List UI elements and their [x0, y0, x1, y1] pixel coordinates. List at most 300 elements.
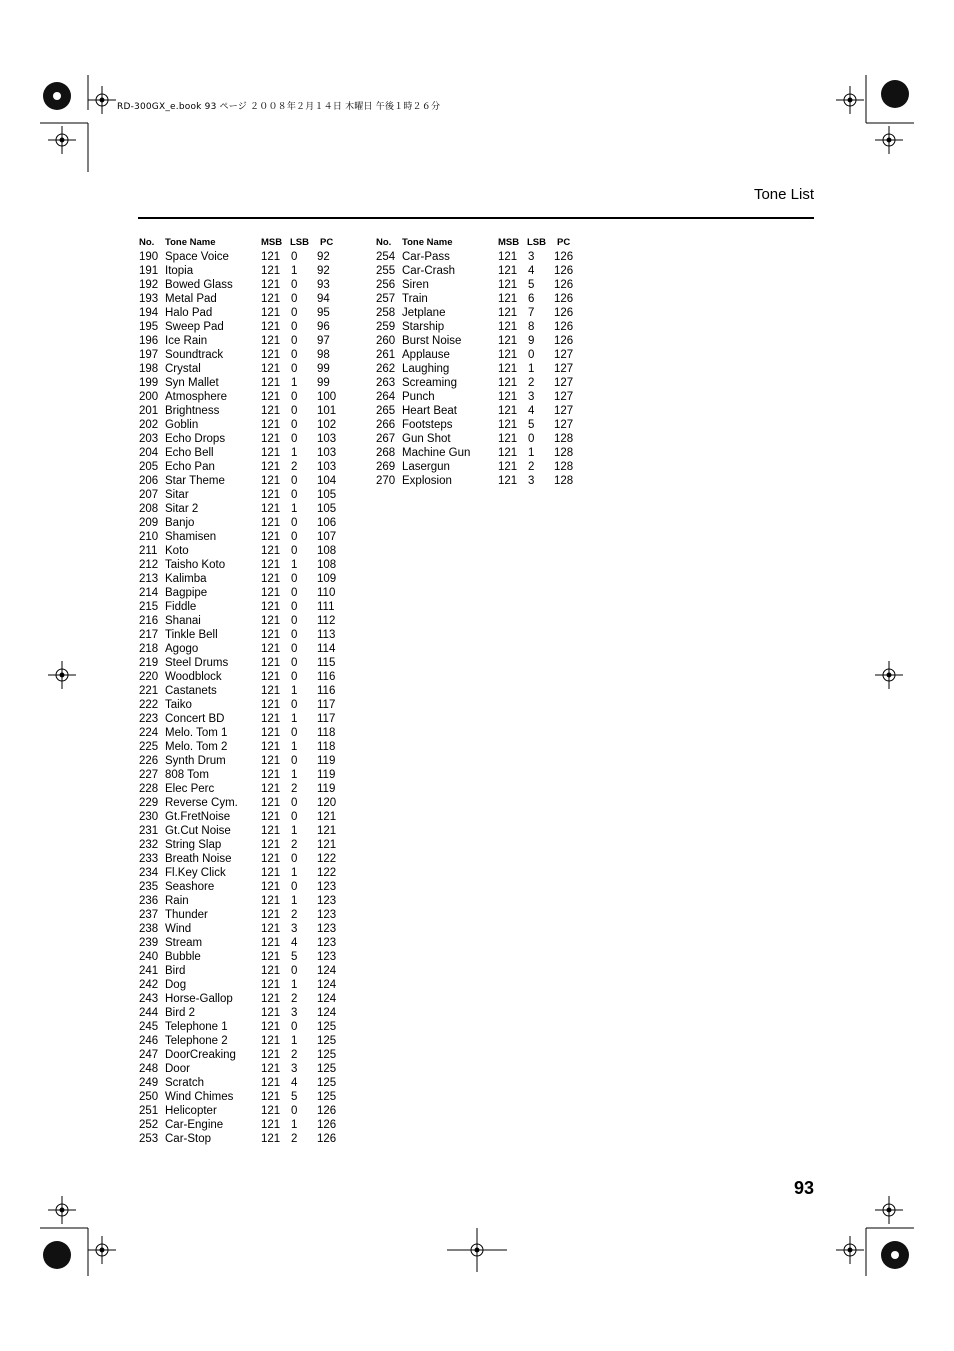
cell-pc: 121	[317, 811, 337, 823]
cell-msb: 121	[498, 475, 518, 487]
cell-name: Reverse Cym.	[165, 797, 238, 809]
cell-pc: 125	[317, 1077, 337, 1089]
cell-pc: 102	[317, 419, 337, 431]
cell-name: Wind Chimes	[165, 1091, 234, 1103]
cell-lsb: 4	[528, 405, 535, 417]
cell-msb: 121	[498, 391, 518, 403]
header-pc: PC	[320, 237, 334, 248]
cell-msb: 121	[498, 321, 518, 333]
cell-msb: 121	[261, 1077, 281, 1089]
cell-pc: 122	[317, 853, 337, 865]
cell-msb: 121	[261, 881, 281, 893]
cell-no: 249	[139, 1077, 159, 1089]
cell-msb: 121	[261, 1007, 281, 1019]
cell-lsb: 1	[528, 447, 535, 459]
cell-name: DoorCreaking	[165, 1049, 236, 1061]
cell-lsb: 1	[291, 825, 298, 837]
cell-msb: 121	[261, 251, 281, 263]
cell-name: Ice Rain	[165, 335, 208, 347]
cell-name: Breath Noise	[165, 853, 232, 865]
cell-no: 197	[139, 349, 159, 361]
cell-no: 222	[139, 699, 159, 711]
cell-name: Car-Pass	[402, 251, 450, 263]
cell-lsb: 1	[291, 895, 298, 907]
cell-no: 253	[139, 1133, 159, 1145]
cell-lsb: 0	[291, 349, 298, 361]
cell-msb: 121	[498, 363, 518, 375]
cell-lsb: 2	[291, 1133, 298, 1145]
cell-lsb: 2	[291, 993, 298, 1005]
cell-pc: 108	[317, 545, 337, 557]
cell-no: 234	[139, 867, 159, 879]
cell-no: 248	[139, 1063, 159, 1075]
cell-msb: 121	[261, 685, 281, 697]
cell-lsb: 5	[528, 419, 535, 431]
cell-lsb: 0	[291, 307, 298, 319]
cell-lsb: 0	[291, 853, 298, 865]
cell-pc: 119	[317, 769, 336, 781]
cell-name: Siren	[402, 279, 429, 291]
cell-no: 246	[139, 1035, 159, 1047]
cell-pc: 128	[554, 461, 574, 473]
cell-pc: 108	[317, 559, 337, 571]
cell-msb: 121	[261, 447, 281, 459]
cell-pc: 118	[317, 727, 336, 739]
cell-msb: 121	[261, 867, 281, 879]
cell-pc: 109	[317, 573, 337, 585]
cell-name: Car-Crash	[402, 265, 456, 277]
cell-pc: 115	[317, 657, 336, 669]
cell-name: Synth Drum	[165, 755, 226, 767]
cell-no: 198	[139, 363, 159, 375]
cell-name: Gt.Cut Noise	[165, 825, 231, 837]
cell-name: Metal Pad	[165, 293, 217, 305]
cell-no: 225	[139, 741, 159, 753]
cell-name: Echo Bell	[165, 447, 214, 459]
cell-no: 210	[139, 531, 159, 543]
cell-pc: 125	[317, 1049, 337, 1061]
cell-lsb: 1	[291, 447, 298, 459]
cell-pc: 120	[317, 797, 337, 809]
cell-no: 211	[139, 545, 158, 557]
cell-no: 242	[139, 979, 159, 991]
cell-no: 208	[139, 503, 159, 515]
cell-pc: 125	[317, 1035, 337, 1047]
cell-no: 239	[139, 937, 159, 949]
cell-msb: 121	[261, 1119, 281, 1131]
cell-name: Rain	[165, 895, 189, 907]
cell-lsb: 5	[528, 279, 535, 291]
cell-no: 224	[139, 727, 159, 739]
cell-no: 213	[139, 573, 159, 585]
cell-pc: 100	[317, 391, 337, 403]
cell-lsb: 0	[291, 489, 298, 501]
cell-pc: 123	[317, 923, 337, 935]
cell-lsb: 0	[291, 419, 298, 431]
cell-no: 244	[139, 1007, 159, 1019]
cell-pc: 123	[317, 909, 337, 921]
cell-msb: 121	[261, 559, 281, 571]
header-msb: MSB	[261, 237, 283, 248]
cell-msb: 121	[498, 335, 518, 347]
cell-name: Heart Beat	[402, 405, 457, 417]
cell-name: Lasergun	[402, 461, 450, 473]
cell-lsb: 1	[528, 363, 535, 375]
cell-pc: 126	[554, 265, 574, 277]
cell-no: 201	[139, 405, 159, 417]
cell-lsb: 0	[291, 293, 298, 305]
cell-pc: 127	[554, 405, 574, 417]
cell-lsb: 0	[291, 251, 298, 263]
cell-lsb: 0	[528, 433, 535, 445]
cell-name: Bowed Glass	[165, 279, 233, 291]
cell-msb: 121	[261, 1035, 281, 1047]
cell-name: Starship	[402, 321, 445, 333]
cell-msb: 121	[261, 321, 281, 333]
cell-lsb: 0	[291, 629, 298, 641]
cell-msb: 121	[261, 741, 281, 753]
cell-name: Car-Stop	[165, 1133, 212, 1145]
cell-name: Sitar 2	[165, 503, 199, 515]
cell-lsb: 0	[291, 405, 298, 417]
cell-pc: 123	[317, 951, 337, 963]
cell-name: Soundtrack	[165, 349, 224, 361]
cell-no: 235	[139, 881, 159, 893]
cell-pc: 110	[317, 587, 336, 599]
cell-msb: 121	[261, 909, 281, 921]
cell-name: Star Theme	[165, 475, 225, 487]
cell-name: Explosion	[402, 475, 452, 487]
cell-pc: 127	[554, 391, 574, 403]
cell-msb: 121	[261, 923, 281, 935]
cell-lsb: 0	[291, 587, 298, 599]
cell-pc: 119	[317, 783, 336, 795]
cell-name: Door	[165, 1063, 190, 1075]
cell-pc: 128	[554, 475, 574, 487]
cell-msb: 121	[261, 853, 281, 865]
cell-name: Agogo	[165, 643, 199, 655]
cell-pc: 97	[317, 335, 330, 347]
cell-name: Space Voice	[165, 251, 229, 263]
cell-msb: 121	[261, 615, 281, 627]
cell-msb: 121	[261, 1063, 281, 1075]
cell-msb: 121	[261, 839, 281, 851]
cell-lsb: 3	[291, 1063, 298, 1075]
cell-pc: 105	[317, 503, 337, 515]
cell-msb: 121	[498, 251, 518, 263]
cell-lsb: 1	[291, 685, 298, 697]
cell-lsb: 0	[291, 643, 298, 655]
cell-name: Melo. Tom 2	[165, 741, 228, 753]
cell-name: Fl.Key Click	[165, 867, 226, 879]
cell-lsb: 0	[291, 755, 298, 767]
cell-msb: 121	[261, 489, 281, 501]
cell-pc: 123	[317, 937, 337, 949]
cell-pc: 99	[317, 363, 330, 375]
cell-msb: 121	[498, 279, 518, 291]
cell-no: 191	[139, 265, 159, 277]
cell-lsb: 0	[291, 615, 298, 627]
cell-lsb: 0	[291, 601, 298, 613]
cell-no: 206	[139, 475, 159, 487]
cell-lsb: 0	[291, 279, 298, 291]
cell-pc: 107	[317, 531, 337, 543]
cell-no: 199	[139, 377, 159, 389]
cell-no: 258	[376, 307, 396, 319]
cell-no: 247	[139, 1049, 159, 1061]
cell-name: Halo Pad	[165, 307, 213, 319]
cell-msb: 121	[261, 755, 281, 767]
cell-pc: 96	[317, 321, 330, 333]
cell-msb: 121	[498, 433, 518, 445]
cell-name: Shanai	[165, 615, 201, 627]
cell-pc: 124	[317, 993, 337, 1005]
cell-no: 192	[139, 279, 159, 291]
cell-pc: 103	[317, 433, 337, 445]
cell-name: Burst Noise	[402, 335, 462, 347]
cell-name: Elec Perc	[165, 783, 215, 795]
print-header: RD-300GX_e.book 93 ページ ２００８年２月１４日 木曜日 午後１時２６分	[117, 102, 441, 112]
cell-no: 214	[139, 587, 159, 599]
cell-lsb: 0	[528, 349, 535, 361]
cell-lsb: 1	[291, 713, 298, 725]
cell-no: 264	[376, 391, 396, 403]
cell-name: Bird 2	[165, 1007, 196, 1019]
cell-name: Scratch	[165, 1077, 204, 1089]
cell-msb: 121	[261, 503, 281, 515]
cell-lsb: 0	[291, 657, 298, 669]
cell-name: Train	[402, 293, 428, 305]
cell-pc: 98	[317, 349, 330, 361]
cell-no: 220	[139, 671, 159, 683]
cell-no: 195	[139, 321, 159, 333]
cell-pc: 124	[317, 979, 337, 991]
header-pc: PC	[557, 237, 571, 248]
cell-msb: 121	[498, 293, 518, 305]
cell-msb: 121	[261, 517, 281, 529]
cell-lsb: 3	[528, 475, 535, 487]
cell-name: Crystal	[165, 363, 201, 375]
cell-msb: 121	[261, 979, 281, 991]
cell-no: 205	[139, 461, 159, 473]
cell-lsb: 0	[291, 335, 298, 347]
cell-msb: 121	[498, 349, 518, 361]
cell-lsb: 2	[291, 461, 298, 473]
cell-pc: 104	[317, 475, 337, 487]
cell-no: 194	[139, 307, 159, 319]
cell-msb: 121	[498, 307, 518, 319]
section-title: Tone List	[753, 186, 814, 203]
cell-name: Syn Mallet	[165, 377, 219, 389]
cell-msb: 121	[261, 895, 281, 907]
cell-no: 223	[139, 713, 159, 725]
cell-lsb: 4	[291, 937, 298, 949]
cell-no: 212	[139, 559, 159, 571]
cell-name: Taiko	[165, 699, 192, 711]
cell-msb: 121	[261, 335, 281, 347]
page-number: 93	[793, 1178, 814, 1198]
cell-msb: 121	[261, 419, 281, 431]
cell-name: 808 Tom	[165, 769, 209, 781]
cell-lsb: 1	[291, 1119, 298, 1131]
cell-no: 245	[139, 1021, 159, 1033]
cell-name: Screaming	[402, 377, 457, 389]
cell-no: 202	[139, 419, 159, 431]
cell-lsb: 2	[528, 461, 535, 473]
cell-pc: 126	[554, 251, 574, 263]
cell-lsb: 0	[291, 517, 298, 529]
cell-name: Taisho Koto	[165, 559, 226, 571]
cell-pc: 122	[317, 867, 337, 879]
cell-name: Bagpipe	[165, 587, 208, 599]
cell-lsb: 1	[291, 867, 298, 879]
cell-pc: 106	[317, 517, 337, 529]
cell-pc: 126	[554, 293, 574, 305]
cell-msb: 121	[261, 993, 281, 1005]
cell-lsb: 1	[291, 769, 298, 781]
cell-name: Concert BD	[165, 713, 225, 725]
cell-pc: 117	[317, 713, 336, 725]
cell-pc: 101	[317, 405, 337, 417]
cell-pc: 116	[317, 671, 336, 683]
cell-lsb: 5	[291, 1091, 298, 1103]
cell-no: 260	[376, 335, 396, 347]
cell-no: 233	[139, 853, 159, 865]
cell-name: Echo Drops	[165, 433, 226, 445]
cell-name: Wind	[165, 923, 192, 935]
cell-msb: 121	[261, 377, 281, 389]
cell-name: Koto	[165, 545, 189, 557]
cell-name: Goblin	[165, 419, 199, 431]
cell-msb: 121	[261, 1105, 281, 1117]
cell-msb: 121	[498, 461, 518, 473]
cell-msb: 121	[261, 433, 281, 445]
cell-name: Atmosphere	[165, 391, 228, 403]
cell-msb: 121	[261, 965, 281, 977]
cell-no: 232	[139, 839, 159, 851]
cell-lsb: 1	[291, 265, 298, 277]
cell-pc: 117	[317, 699, 336, 711]
cell-no: 190	[139, 251, 159, 263]
cell-msb: 121	[261, 293, 281, 305]
cell-no: 238	[139, 923, 159, 935]
cell-lsb: 3	[291, 1007, 298, 1019]
cell-lsb: 0	[291, 545, 298, 557]
cell-lsb: 2	[291, 909, 298, 921]
cell-no: 217	[139, 629, 159, 641]
cell-lsb: 0	[291, 531, 298, 543]
cell-pc: 123	[317, 881, 337, 893]
cell-no: 218	[139, 643, 159, 655]
cell-msb: 121	[261, 363, 281, 375]
cell-no: 240	[139, 951, 159, 963]
cell-pc: 92	[317, 265, 330, 277]
cell-name: Telephone 1	[165, 1021, 228, 1033]
cell-no: 259	[376, 321, 396, 333]
cell-lsb: 1	[291, 741, 298, 753]
cell-no: 228	[139, 783, 159, 795]
cell-name: Tinkle Bell	[165, 629, 218, 641]
header-lsb: LSB	[290, 237, 309, 248]
cell-name: Car-Engine	[165, 1119, 224, 1131]
cell-pc: 128	[554, 447, 574, 459]
cell-lsb: 3	[291, 923, 298, 935]
cell-no: 203	[139, 433, 159, 445]
cell-lsb: 0	[291, 965, 298, 977]
cell-no: 254	[376, 251, 396, 263]
cell-no: 267	[376, 433, 396, 445]
cell-msb: 121	[498, 447, 518, 459]
cell-lsb: 0	[291, 797, 298, 809]
cell-no: 231	[139, 825, 159, 837]
cell-msb: 121	[261, 727, 281, 739]
cell-no: 227	[139, 769, 159, 781]
cell-no: 237	[139, 909, 159, 921]
cell-lsb: 2	[291, 839, 298, 851]
cell-name: Punch	[402, 391, 435, 403]
cell-pc: 112	[317, 615, 336, 627]
cell-pc: 103	[317, 461, 337, 473]
cell-pc: 92	[317, 251, 330, 263]
header-no: No.	[139, 237, 155, 248]
cell-no: 256	[376, 279, 396, 291]
cell-no: 243	[139, 993, 159, 1005]
cell-pc: 126	[317, 1133, 337, 1145]
cell-pc: 95	[317, 307, 330, 319]
cell-msb: 121	[261, 937, 281, 949]
cell-name: Footsteps	[402, 419, 453, 431]
cell-msb: 121	[261, 265, 281, 277]
cell-msb: 121	[261, 1049, 281, 1061]
cell-no: 200	[139, 391, 159, 403]
cell-pc: 125	[317, 1063, 337, 1075]
cell-no: 262	[376, 363, 396, 375]
cell-msb: 121	[498, 377, 518, 389]
cell-lsb: 0	[291, 699, 298, 711]
cell-msb: 121	[261, 391, 281, 403]
cell-pc: 125	[317, 1021, 337, 1033]
cell-pc: 125	[317, 1091, 337, 1103]
cell-no: 193	[139, 293, 159, 305]
cell-msb: 121	[261, 699, 281, 711]
cell-lsb: 0	[291, 321, 298, 333]
cell-msb: 121	[261, 1021, 281, 1033]
cell-pc: 123	[317, 895, 337, 907]
cell-lsb: 6	[528, 293, 535, 305]
cell-no: 268	[376, 447, 396, 459]
cell-msb: 121	[261, 769, 281, 781]
cell-name: Bubble	[165, 951, 201, 963]
cell-no: 252	[139, 1119, 159, 1131]
cell-pc: 121	[317, 825, 337, 837]
cell-pc: 118	[317, 741, 336, 753]
cell-name: Dog	[165, 979, 187, 991]
cell-no: 219	[139, 657, 159, 669]
cell-no: 269	[376, 461, 396, 473]
cell-lsb: 0	[291, 671, 298, 683]
cell-pc: 103	[317, 447, 337, 459]
cell-pc: 127	[554, 363, 574, 375]
cell-lsb: 2	[528, 377, 535, 389]
cell-lsb: 4	[528, 265, 535, 277]
cell-no: 270	[376, 475, 396, 487]
cell-lsb: 0	[291, 1021, 298, 1033]
cell-lsb: 4	[291, 1077, 298, 1089]
cell-pc: 126	[554, 321, 574, 333]
cell-no: 250	[139, 1091, 159, 1103]
cell-pc: 121	[317, 839, 337, 851]
header-name: Tone Name	[165, 237, 216, 248]
